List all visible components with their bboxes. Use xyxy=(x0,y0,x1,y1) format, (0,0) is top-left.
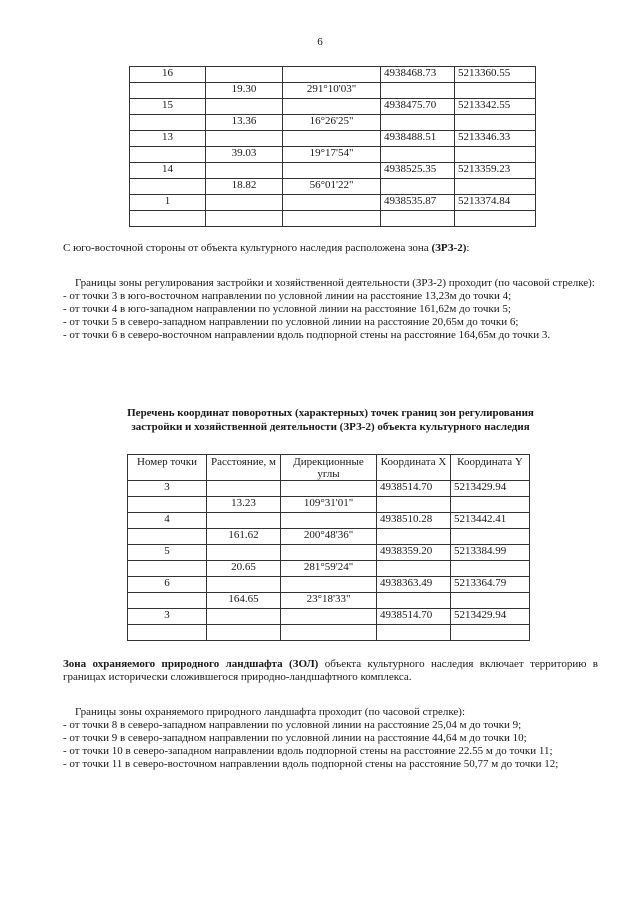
zrz2-bound-line: - от точки 3 в юго-восточном направлении по условной линии на расстояние 13,23м до точки 4; xyxy=(63,290,512,302)
table-cell: 109°31'01" xyxy=(281,497,377,513)
table-cell xyxy=(281,513,377,529)
table-cell: 5213359.23 xyxy=(455,163,536,179)
table-cell xyxy=(451,625,530,641)
table-row xyxy=(128,625,530,641)
table-cell xyxy=(283,195,381,211)
table-cell xyxy=(455,115,536,131)
zol-bound-line: - от точки 11 в северо-восточном направлении вдоль подпорной стены на расстояние 50,77 м до точки 12; xyxy=(63,758,559,770)
table-cell: 164.65 xyxy=(207,593,281,609)
table-cell xyxy=(451,561,530,577)
table-row xyxy=(130,115,536,131)
coordinates-table-continued xyxy=(129,66,536,227)
table-cell: 39.03 xyxy=(206,147,283,163)
table-cell: 19°17'54" xyxy=(283,147,381,163)
table-cell xyxy=(377,529,451,545)
table-row xyxy=(128,529,530,545)
zol-bound-line: - от точки 8 в северо-западном направлении по условной линии на расстояние 25,04 м до точки 9; xyxy=(63,719,522,731)
table-cell xyxy=(451,593,530,609)
table-cell: 3 xyxy=(128,481,207,497)
table-cell xyxy=(207,481,281,497)
zone-intro-paragraph: С юго-восточной стороны от объекта культурного наследия расположена зона (ЗРЗ-2): xyxy=(63,242,470,254)
table-cell xyxy=(377,497,451,513)
table-cell: 4938359.20 xyxy=(377,545,451,561)
table-row xyxy=(130,131,536,147)
table-cell xyxy=(283,67,381,83)
table-row xyxy=(128,481,530,497)
table-cell: 4938468.73 xyxy=(381,67,455,83)
table-cell: 16°26'25" xyxy=(283,115,381,131)
table-cell xyxy=(206,195,283,211)
table-cell xyxy=(377,561,451,577)
zol-bound-line: - от точки 9 в северо-западном направлении по условной линии на расстояние 44,64 м до точки 10; xyxy=(63,732,527,744)
zol-bounds-block xyxy=(63,706,598,771)
table-cell: 14 xyxy=(130,163,206,179)
table-cell: 4 xyxy=(128,513,207,529)
table-row xyxy=(128,561,530,577)
table-cell: 23°18'33" xyxy=(281,593,377,609)
table-cell: 1 xyxy=(130,195,206,211)
zrz2-bound-line: - от точки 5 в северо-западном направлении по условной линии на расстояние 20,65м до точки 6; xyxy=(63,316,519,328)
table-row xyxy=(128,609,530,625)
table-cell xyxy=(381,83,455,99)
table-cell: 19.30 xyxy=(206,83,283,99)
table-cell xyxy=(381,147,455,163)
table-cell: 4938475.70 xyxy=(381,99,455,115)
zol-paragraph: Зона охраняемого природного ландшафта (ЗОЛ) объекта культурного наследия включает территорию в границах исторически сложившегося природно-ландшафтного комплекса. xyxy=(63,658,598,683)
table-row xyxy=(130,67,536,83)
table-row xyxy=(128,545,530,561)
header-coordinate-y: Координата Y xyxy=(451,455,530,481)
table-cell: 161.62 xyxy=(207,529,281,545)
table-cell: 5213429.94 xyxy=(451,481,530,497)
table-cell: 281°59'24" xyxy=(281,561,377,577)
table-cell xyxy=(128,561,207,577)
table-cell xyxy=(130,83,206,99)
page-number: 6 xyxy=(317,36,323,48)
table-cell xyxy=(377,593,451,609)
table-cell xyxy=(207,513,281,529)
table-cell: 56°01'22" xyxy=(283,179,381,195)
table-row xyxy=(130,195,536,211)
table-cell: 5213374.84 xyxy=(455,195,536,211)
heading-line-1: Перечень координат поворотных (характерных) точек границ зон регулирования xyxy=(127,407,534,419)
zrz2-bounds-intro: Границы зоны регулирования застройки и хозяйственной деятельности (ЗРЗ-2) проходит (по часовой стрелке): xyxy=(75,277,595,289)
zol-bounds-intro: Границы зоны охраняемого природного ландшафта проходит (по часовой стрелке): xyxy=(75,706,466,718)
table-cell xyxy=(130,211,206,227)
coordinates-heading xyxy=(63,406,598,434)
table-cell: 200°48'36" xyxy=(281,529,377,545)
table-cell xyxy=(207,545,281,561)
table-row xyxy=(130,147,536,163)
table-cell xyxy=(207,609,281,625)
table-cell xyxy=(381,211,455,227)
table-cell: 18.82 xyxy=(206,179,283,195)
table-cell xyxy=(451,497,530,513)
table-row xyxy=(130,83,536,99)
table-row xyxy=(128,497,530,513)
table-cell xyxy=(206,131,283,147)
table-cell xyxy=(451,529,530,545)
table-cell xyxy=(207,625,281,641)
table-cell xyxy=(128,497,207,513)
table-cell xyxy=(206,99,283,115)
table-cell xyxy=(283,99,381,115)
table-cell xyxy=(281,545,377,561)
table-cell: 5213360.55 xyxy=(455,67,536,83)
table-cell: 3 xyxy=(128,609,207,625)
zrz2-bound-line: - от точки 4 в юго-западном направлении по условной линии на расстояние 161,62м до точки 5; xyxy=(63,303,511,315)
header-bearing: Дирекционные углы xyxy=(281,455,377,481)
table-cell xyxy=(281,609,377,625)
table-cell: 15 xyxy=(130,99,206,115)
table-cell: 13.36 xyxy=(206,115,283,131)
table-cell: 291°10'03" xyxy=(283,83,381,99)
table-cell xyxy=(281,577,377,593)
table-row xyxy=(130,163,536,179)
table-cell: 5213429.94 xyxy=(451,609,530,625)
table-cell xyxy=(283,211,381,227)
table-cell: 20.65 xyxy=(207,561,281,577)
table-cell: 5213364.79 xyxy=(451,577,530,593)
table-cell xyxy=(206,211,283,227)
zrz2-bounds-block xyxy=(63,277,598,342)
table-row xyxy=(130,99,536,115)
table-cell: 4938535.87 xyxy=(381,195,455,211)
table-cell: 6 xyxy=(128,577,207,593)
header-distance: Расстояние, м xyxy=(207,455,281,481)
header-point-number: Номер точки xyxy=(128,455,207,481)
table-cell xyxy=(455,147,536,163)
table-cell xyxy=(128,625,207,641)
table-cell: 4938488.51 xyxy=(381,131,455,147)
table-cell: 16 xyxy=(130,67,206,83)
table-row xyxy=(128,593,530,609)
table-cell xyxy=(283,163,381,179)
table-cell xyxy=(455,211,536,227)
table-cell xyxy=(381,179,455,195)
table-cell xyxy=(281,625,377,641)
table-cell: 5213342.55 xyxy=(455,99,536,115)
table-cell xyxy=(130,147,206,163)
table-cell: 4938510.28 xyxy=(377,513,451,529)
table-row xyxy=(128,513,530,529)
table-cell xyxy=(128,529,207,545)
table-cell xyxy=(455,83,536,99)
table-cell xyxy=(128,593,207,609)
table-cell xyxy=(130,115,206,131)
table-row xyxy=(130,211,536,227)
zrz2-bound-line: - от точки 6 в северо-восточном направлении вдоль подпорной стены на расстояние 164,65м до точки 3. xyxy=(63,329,551,341)
table-cell: 5213442.41 xyxy=(451,513,530,529)
table-cell xyxy=(455,179,536,195)
table-cell: 4938525.35 xyxy=(381,163,455,179)
table-cell: 4938514.70 xyxy=(377,609,451,625)
zrz2-coordinates-table xyxy=(127,454,530,641)
header-coordinate-x: Координата X xyxy=(377,455,451,481)
table-cell xyxy=(381,115,455,131)
table-cell xyxy=(207,577,281,593)
heading-line-2: застройки и хозяйственной деятельности (ЗРЗ-2) объекта культурного наследия xyxy=(131,421,530,433)
table-cell xyxy=(130,179,206,195)
table-cell: 13 xyxy=(130,131,206,147)
table-cell: 5213346.33 xyxy=(455,131,536,147)
table-cell: 5 xyxy=(128,545,207,561)
table-row xyxy=(128,577,530,593)
table-cell xyxy=(206,67,283,83)
table-cell xyxy=(206,163,283,179)
table-cell: 4938514.70 xyxy=(377,481,451,497)
zol-bound-line: - от точки 10 в северо-западном направлении вдоль подпорной стены на расстояние 22.55 м до точки 11; xyxy=(63,745,553,757)
table-cell: 5213384.99 xyxy=(451,545,530,561)
table-cell xyxy=(281,481,377,497)
table-cell: 13.23 xyxy=(207,497,281,513)
table-cell: 4938363.49 xyxy=(377,577,451,593)
table-cell xyxy=(377,625,451,641)
table-cell xyxy=(283,131,381,147)
table-row xyxy=(130,179,536,195)
